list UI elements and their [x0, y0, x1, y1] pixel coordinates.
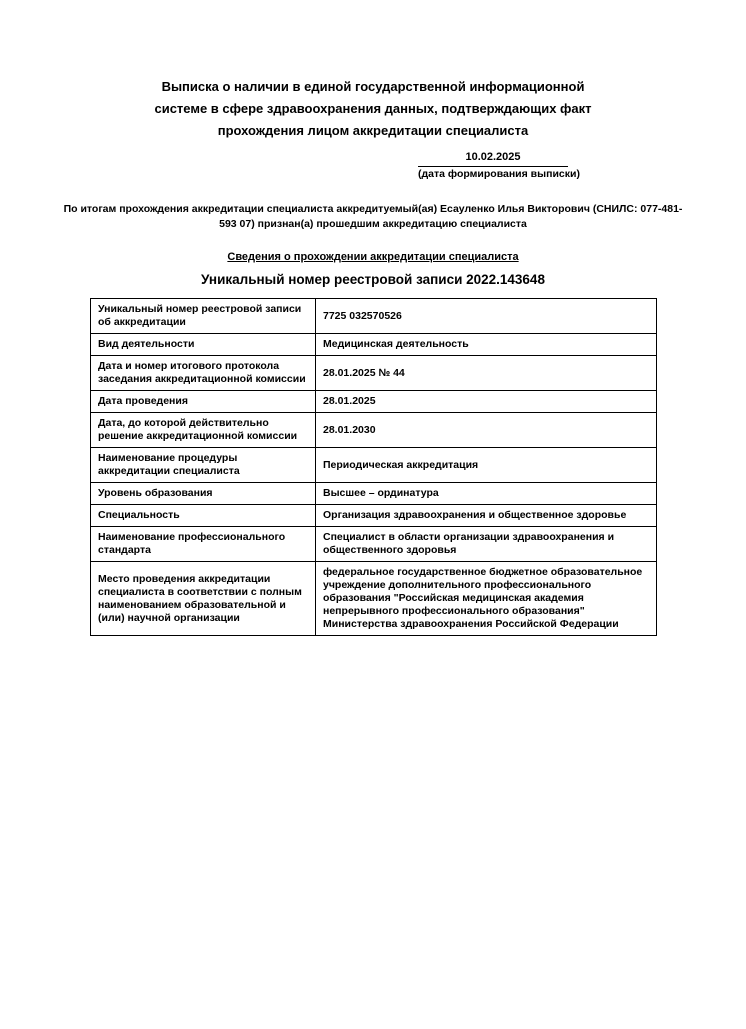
row-label: Вид деятельности: [91, 334, 316, 356]
issue-date: 10.02.2025: [418, 151, 568, 167]
row-label: Специальность: [91, 505, 316, 527]
row-value: Медицинская деятельность: [316, 334, 657, 356]
document-title-line-3: прохождения лицом аккредитации специалиста: [217, 123, 529, 138]
row-label: Дата, до которой действительно решение аккредитационной комиссии: [91, 413, 316, 448]
table-row: [91, 413, 657, 448]
row-label: Место проведения аккредитации специалиста в соответствии с полным наименованием образовательной и (или) научной организации: [91, 562, 316, 636]
record-number-heading: Уникальный номер реестровой записи 2022.143648: [201, 272, 545, 287]
row-label: Наименование процедуры аккредитации специалиста: [91, 448, 316, 483]
table-row: [91, 562, 657, 636]
row-value: 7725 032570526: [316, 299, 657, 334]
row-label: Наименование профессионального стандарта: [91, 527, 316, 562]
table-row: [91, 391, 657, 413]
table-row: [91, 448, 657, 483]
table-row: [91, 527, 657, 562]
intro-line-2: 593 07) признан(а) прошедшим аккредитацию специалиста: [219, 218, 527, 230]
row-value: 28.01.2025: [316, 391, 657, 413]
table-row: [91, 483, 657, 505]
row-value: 28.01.2030: [316, 413, 657, 448]
row-label: Дата проведения: [91, 391, 316, 413]
intro-line-1: По итогам прохождения аккредитации специалиста аккредитуемый(ая) Есауленко Илья Викторович (СНИЛС: 077-481-: [63, 203, 683, 215]
table-row: [91, 299, 657, 334]
row-value: федеральное государственное бюджетное образовательное учреждение дополнительного профессионального образования "Российская медицинская академия непрерывного профессионального образования" Министерства здравоохранения Российской Федерации: [316, 562, 657, 636]
row-label: Уникальный номер реестровой записи об аккредитации: [91, 299, 316, 334]
row-value: Организация здравоохранения и общественное здоровье: [316, 505, 657, 527]
document-title: [0, 0, 746, 142]
accreditation-table: [90, 298, 657, 636]
section-heading: Сведения о прохождении аккредитации специалиста: [227, 251, 519, 263]
row-value: Специалист в области организации здравоохранения и общественного здоровья: [316, 527, 657, 562]
row-value: 28.01.2025 № 44: [316, 356, 657, 391]
table-row: [91, 334, 657, 356]
row-value: Высшее – ординатура: [316, 483, 657, 505]
document-title-line-1: Выписка о наличии в единой государственной информационной: [161, 79, 585, 94]
table-row: [91, 505, 657, 527]
issue-date-block: [418, 151, 580, 181]
table-row: [91, 356, 657, 391]
row-label: Дата и номер итогового протокола заседания аккредитационной комиссии: [91, 356, 316, 391]
intro-paragraph: [0, 202, 746, 232]
issue-date-caption: (дата формирования выписки): [418, 168, 580, 180]
row-value: Периодическая аккредитация: [316, 448, 657, 483]
document-title-line-2: системе в сфере здравоохранения данных, подтверждающих факт: [154, 101, 592, 116]
row-label: Уровень образования: [91, 483, 316, 505]
